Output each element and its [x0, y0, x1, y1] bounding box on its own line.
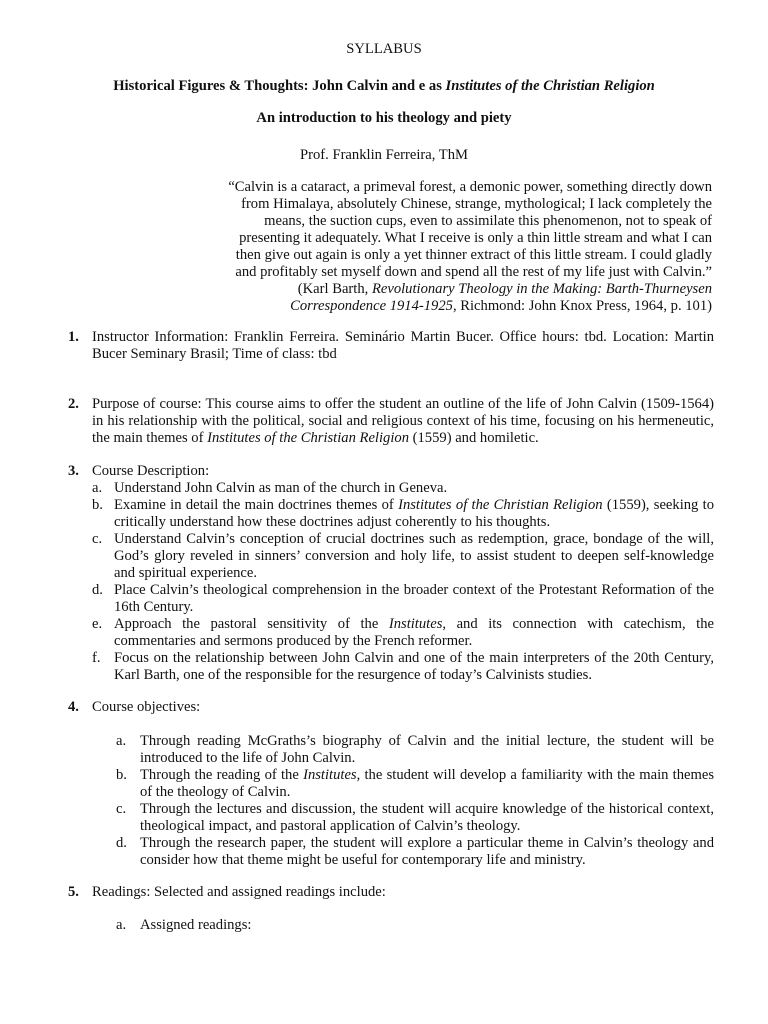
- list-item-text: Examine in detail the main doctrines themes of: [114, 497, 399, 513]
- epigraph-line: presenting it adequately. What I receive is only a thin little stream and what I can: [239, 230, 712, 246]
- list-item-text: (1559), seeking to critically understand how these doctrines adjust coherently to his thoughts.: [114, 497, 714, 530]
- section-number: 4.: [68, 699, 79, 715]
- purpose-text: Purpose of course: This course aims to offer the student an outline of the life of John Calvin (1509-1564) in his relationship with the political, social and religious context of his time, focusing on his hermeneutic, the main themes of: [92, 396, 714, 446]
- list-item: [92, 582, 714, 616]
- section-heading: Course Description:: [92, 463, 210, 479]
- epigraph-line: “Calvin is a cataract, a primeval forest, a demonic power, something directly down: [228, 179, 712, 195]
- list-item-text: , the student will develop a familiarity with the main themes of the theology of Calvin.: [140, 767, 715, 800]
- section-heading: Course objectives:: [92, 699, 201, 715]
- list-item: [92, 531, 714, 582]
- purpose-text-end: (1559) and homiletic.: [409, 430, 539, 446]
- section-course-description: [68, 463, 714, 684]
- list-letter: a.: [92, 480, 103, 496]
- list-item-text: Approach the pastoral sensitivity of the: [114, 616, 389, 632]
- section-purpose: [68, 396, 714, 447]
- objectives-list: [116, 733, 714, 869]
- professor-name: Prof. Franklin Ferreira, ThM: [300, 147, 468, 163]
- list-item-text: Through the reading of the: [140, 767, 304, 783]
- list-item: [92, 480, 714, 497]
- section-number: 1.: [68, 329, 79, 345]
- epigraph-line: then give out again is only a yet thinner extract of this little stream. I could gladly: [235, 247, 712, 263]
- section-instructor-info: [68, 329, 714, 363]
- list-item-text: Focus on the relationship between John Calvin and one of the main interpreters of the 20th Century, Karl Barth, one of the responsible for the resurgence of today’s Calvinists studies.: [114, 650, 714, 683]
- list-item-text: , and its connection with catechism, the commentaries and sermons produced by the French reformer.: [114, 616, 714, 649]
- epigraph-line: means, the suction cups, even to assimilate this phenomenon, not to speak of: [264, 213, 712, 229]
- citation-prefix: (Karl Barth,: [297, 281, 372, 297]
- list-letter: b.: [116, 767, 127, 783]
- section-number: 2.: [68, 396, 79, 412]
- list-letter: f.: [92, 650, 101, 666]
- list-letter: d.: [116, 835, 127, 851]
- section-text: Instructor Information: Franklin Ferreira. Seminário Martin Bucer. Office hours: tbd. Location: Martin Bucer Seminary Brasil; Time of class: tbd: [92, 329, 714, 362]
- list-item-text: Through reading McGraths’s biography of Calvin and the initial lecture, the student will be introduced to the life of John Calvin.: [140, 733, 714, 766]
- list-item-text: Through the research paper, the student will explore a particular theme in Calvin’s theology and consider how that theme might be useful for contemporary life and ministry.: [140, 835, 714, 868]
- document-label: SYLLABUS: [346, 41, 422, 57]
- list-letter: c.: [116, 801, 127, 817]
- section-course-objectives: [68, 699, 714, 716]
- list-item-text: Place Calvin’s theological comprehension in the broader context of the Protestant Reformation of the 16th Century.: [114, 582, 714, 615]
- list-item: [116, 835, 714, 869]
- list-letter: d.: [92, 582, 103, 598]
- section-heading: Readings: Selected and assigned readings include:: [92, 884, 386, 900]
- list-item-italic: Institutes: [303, 767, 357, 783]
- list-letter: e.: [92, 616, 103, 632]
- epigraph-line: from Himalaya, absolutely Chinese, strange, mythological; I lack completely the: [241, 196, 712, 212]
- citation-book-title: Revolutionary Theology in the Making: Barth-Thurneysen: [371, 281, 712, 297]
- list-item-text: Through the lectures and discussion, the student will acquire knowledge of the historical context, theological impact, and pastoral application of Calvin’s theology.: [140, 801, 714, 834]
- purpose-book-title: Institutes of the Christian Religion: [207, 430, 409, 446]
- list-item-italic: Institutes: [388, 616, 443, 632]
- list-item: [92, 650, 714, 684]
- list-letter: a.: [116, 733, 127, 749]
- section-readings: [68, 884, 714, 901]
- list-item: [92, 616, 714, 650]
- list-letter: b.: [92, 497, 103, 513]
- section-number: 3.: [68, 463, 79, 479]
- list-item: [116, 767, 714, 801]
- course-subtitle: An introduction to his theology and piety: [256, 110, 512, 126]
- description-list: [92, 480, 714, 684]
- list-letter: a.: [116, 917, 127, 933]
- section-text: [92, 396, 714, 447]
- list-letter: c.: [92, 531, 103, 547]
- citation-suffix: , Richmond: John Knox Press, 1964, p. 101): [452, 298, 712, 314]
- list-item-italic: Institutes of the Christian Religion: [398, 497, 603, 513]
- course-title: [0, 78, 768, 95]
- list-item: [116, 733, 714, 767]
- citation-book-title-cont: Correspondence 1914-1925: [290, 298, 453, 314]
- epigraph-quote: [190, 179, 712, 281]
- list-item-text: Understand Calvin’s conception of crucial doctrines such as redemption, grace, bondage of the will, God’s glory reveled in sinners’ conversion and holy life, to assist student to deepen self-knowledge and spiritual experience.: [114, 531, 714, 581]
- readings-list: [116, 917, 714, 934]
- epigraph-citation: [190, 281, 712, 315]
- list-item: [116, 917, 714, 934]
- section-number: 5.: [68, 884, 79, 900]
- epigraph-line: and profitably set myself down and spend all the rest of my life just with Calvin.”: [235, 264, 712, 280]
- course-title-text: Historical Figures & Thoughts: John Calvin and e as: [113, 78, 446, 94]
- list-item: [92, 497, 714, 531]
- course-title-italic: Institutes of the Christian Religion: [445, 78, 655, 94]
- list-item: [116, 801, 714, 835]
- list-item-text: Assigned readings:: [140, 917, 252, 933]
- list-item-text: Understand John Calvin as man of the church in Geneva.: [114, 480, 448, 496]
